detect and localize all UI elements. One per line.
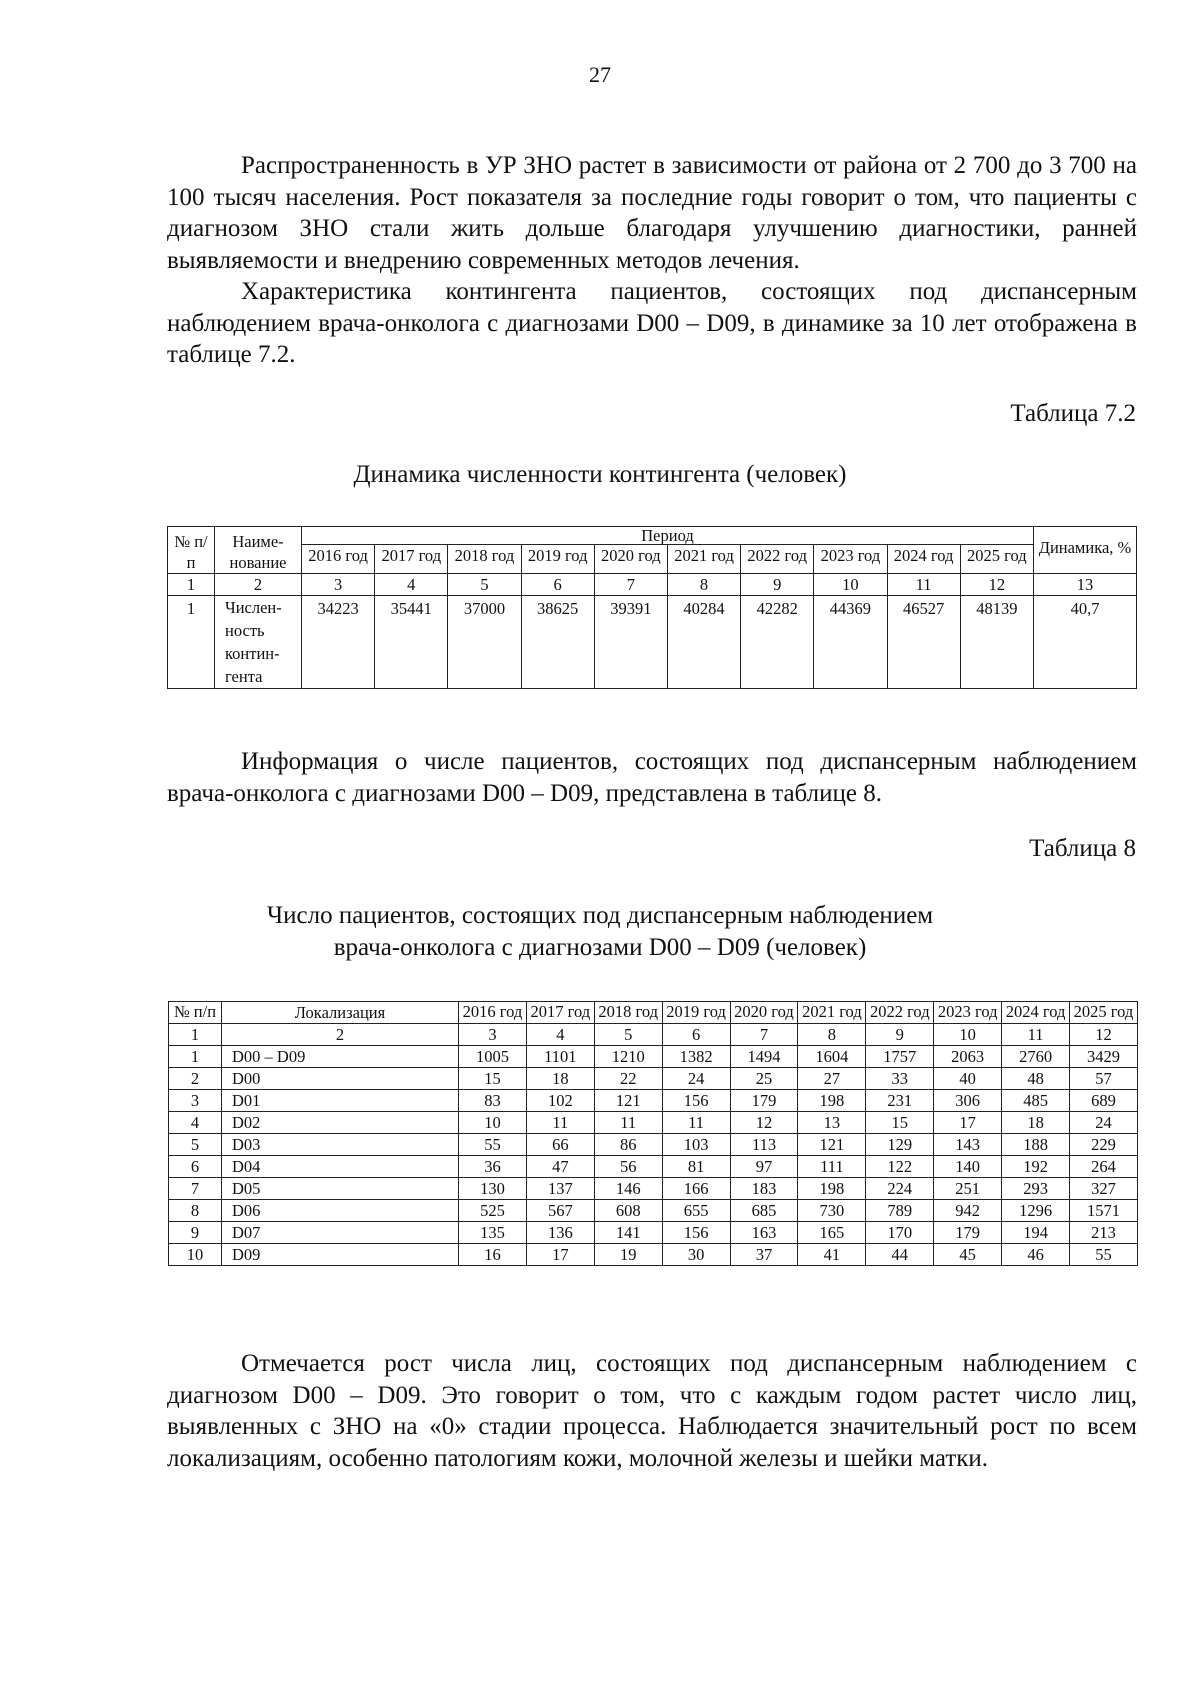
value-cell: 730	[798, 1200, 866, 1222]
value-cell: 655	[662, 1200, 730, 1222]
value-cell: 156	[662, 1090, 730, 1112]
column-index: 12	[960, 574, 1033, 596]
value-cell: 327	[1070, 1178, 1138, 1200]
column-index: 3	[459, 1024, 527, 1046]
value-cell: 46527	[887, 596, 960, 689]
value-cell: 35441	[375, 596, 448, 689]
value-cell: 1494	[730, 1046, 798, 1068]
header-name: Наиме-нование	[215, 527, 302, 574]
column-index: 6	[662, 1024, 730, 1046]
column-index: 7	[730, 1024, 798, 1046]
value-cell: 163	[730, 1222, 798, 1244]
row-num: 5	[169, 1134, 222, 1156]
value-cell: 55	[459, 1134, 527, 1156]
value-cell: 121	[594, 1090, 662, 1112]
value-cell: 165	[798, 1222, 866, 1244]
value-cell: 567	[526, 1200, 594, 1222]
value-cell: 30	[662, 1244, 730, 1266]
column-index: 5	[594, 1024, 662, 1046]
value-cell: 57	[1070, 1068, 1138, 1090]
value-cell: 40284	[667, 596, 740, 689]
value-cell: 224	[866, 1178, 934, 1200]
year-header: 2016 год	[459, 1002, 527, 1024]
value-cell: 143	[934, 1134, 1002, 1156]
column-index: 3	[302, 574, 375, 596]
value-cell: 86	[594, 1134, 662, 1156]
localization-cell: D02	[222, 1112, 459, 1134]
value-cell: 1571	[1070, 1200, 1138, 1222]
table-row	[169, 1200, 1138, 1222]
table-7-2-label: Таблица 7.2	[1010, 400, 1136, 427]
column-index: 11	[887, 574, 960, 596]
value-cell: 2063	[934, 1046, 1002, 1068]
value-cell: 608	[594, 1200, 662, 1222]
value-cell: 942	[934, 1200, 1002, 1222]
value-cell: 25	[730, 1068, 798, 1090]
column-index: 2	[222, 1024, 459, 1046]
value-cell: 11	[526, 1112, 594, 1134]
row-num: 8	[169, 1200, 222, 1222]
value-cell: 306	[934, 1090, 1002, 1112]
value-cell: 194	[1002, 1222, 1070, 1244]
value-cell: 789	[866, 1200, 934, 1222]
localization-cell: D07	[222, 1222, 459, 1244]
table-row	[169, 1046, 1138, 1068]
column-index: 12	[1070, 1024, 1138, 1046]
value-cell: 46	[1002, 1244, 1070, 1266]
page-number: 27	[589, 62, 611, 87]
row-name	[215, 596, 302, 689]
row-num: 3	[169, 1090, 222, 1112]
value-cell: 231	[866, 1090, 934, 1112]
year-header: 2024 год	[887, 545, 960, 574]
row-num: 7	[169, 1178, 222, 1200]
value-cell: 146	[594, 1178, 662, 1200]
value-cell: 56	[594, 1156, 662, 1178]
contingent-dynamics-table	[167, 526, 1137, 689]
column-index-row	[169, 1024, 1138, 1046]
year-header: 2020 год	[730, 1002, 798, 1024]
value-cell: 1382	[662, 1046, 730, 1068]
year-header: 2018 год	[448, 545, 521, 574]
value-cell: 229	[1070, 1134, 1138, 1156]
value-cell: 42282	[741, 596, 814, 689]
column-index: 1	[169, 1024, 222, 1046]
localization-cell: D04	[222, 1156, 459, 1178]
header-period: Период	[302, 527, 1034, 545]
value-cell: 198	[798, 1090, 866, 1112]
value-cell: 11	[594, 1112, 662, 1134]
value-cell: 136	[526, 1222, 594, 1244]
value-cell: 198	[798, 1178, 866, 1200]
value-cell: 33	[866, 1068, 934, 1090]
value-cell: 37000	[448, 596, 521, 689]
column-index: 8	[798, 1024, 866, 1046]
paragraph-prevalence: Распространенность в УР ЗНО растет в зависимости от района от 2 700 до 3 700 на 100 тысяч населения. Рост показателя за последние годы говорит о том, что пациенты с диагнозом ЗНО стали жить дольше благодаря улучшению диагностики, ранней выявляемости и внедрению современных методов лечения.	[167, 152, 1137, 274]
value-cell: 103	[662, 1134, 730, 1156]
table-row	[169, 1068, 1138, 1090]
column-index: 1	[168, 574, 215, 596]
localization-cell: D00	[222, 1068, 459, 1090]
value-cell: 27	[798, 1068, 866, 1090]
table-8-title	[0, 900, 1200, 964]
value-cell: 44369	[814, 596, 887, 689]
value-cell: 113	[730, 1134, 798, 1156]
value-cell: 293	[1002, 1178, 1070, 1200]
column-index: 6	[521, 574, 594, 596]
year-header: 2025 год	[960, 545, 1033, 574]
table-row	[169, 1178, 1138, 1200]
row-name-line: контин-	[225, 644, 280, 663]
dynamics-cell: 40,7	[1034, 596, 1137, 689]
value-cell: 1005	[459, 1046, 527, 1068]
value-cell: 24	[1070, 1112, 1138, 1134]
value-cell: 47	[526, 1156, 594, 1178]
value-cell: 34223	[302, 596, 375, 689]
value-cell: 102	[526, 1090, 594, 1112]
value-cell: 183	[730, 1178, 798, 1200]
value-cell: 689	[1070, 1090, 1138, 1112]
value-cell: 141	[594, 1222, 662, 1244]
value-cell: 122	[866, 1156, 934, 1178]
localization-cell: D06	[222, 1200, 459, 1222]
value-cell: 140	[934, 1156, 1002, 1178]
value-cell: 17	[526, 1244, 594, 1266]
table-8-title-line-2: врача-онколога с диагнозами D00 – D09 (человек)	[333, 934, 867, 961]
value-cell: 121	[798, 1134, 866, 1156]
value-cell: 1210	[594, 1046, 662, 1068]
table-row	[169, 1244, 1138, 1266]
value-cell: 45	[934, 1244, 1002, 1266]
row-num: 9	[169, 1222, 222, 1244]
year-header: 2017 год	[526, 1002, 594, 1024]
dispensary-patients-table	[168, 1001, 1138, 1266]
value-cell: 137	[526, 1178, 594, 1200]
table-7-2-title: Динамика численности контингента (человек)	[353, 461, 847, 488]
value-cell: 17	[934, 1112, 1002, 1134]
value-cell: 111	[798, 1156, 866, 1178]
value-cell: 41	[798, 1244, 866, 1266]
value-cell: 48	[1002, 1068, 1070, 1090]
year-header: 2022 год	[866, 1002, 934, 1024]
table-row	[169, 1090, 1138, 1112]
row-num: 10	[169, 1244, 222, 1266]
year-header: 2022 год	[741, 545, 814, 574]
value-cell: 18	[526, 1068, 594, 1090]
value-cell: 37	[730, 1244, 798, 1266]
value-cell: 1296	[1002, 1200, 1070, 1222]
column-index: 9	[741, 574, 814, 596]
value-cell: 22	[594, 1068, 662, 1090]
row-name-line: гента	[225, 667, 263, 686]
value-cell: 179	[934, 1222, 1002, 1244]
localization-cell: D01	[222, 1090, 459, 1112]
value-cell: 39391	[594, 596, 667, 689]
value-cell: 166	[662, 1178, 730, 1200]
table-8-title-line-1: Число пациентов, состоящих под диспансерным наблюдением	[266, 902, 934, 929]
value-cell: 66	[526, 1134, 594, 1156]
value-cell: 15	[459, 1068, 527, 1090]
paragraph-conclusion: Отмечается рост числа лиц, состоящих под диспансерным наблюдением с диагнозом D00 – D09. Это говорит о том, что с каждым годом растет число лиц, выявленных с ЗНО на «0» стадии процесса. Наблюдается значительный рост по всем локализациям, особенно патологиям кожи, молочной железы и шейки матки.	[167, 1350, 1137, 1472]
value-cell: 130	[459, 1178, 527, 1200]
value-cell: 525	[459, 1200, 527, 1222]
value-cell: 15	[866, 1112, 934, 1134]
column-index: 5	[448, 574, 521, 596]
table-row	[169, 1112, 1138, 1134]
row-name-line: Числен-	[225, 598, 282, 617]
year-header: 2024 год	[1002, 1002, 1070, 1024]
year-header: 2025 год	[1070, 1002, 1138, 1024]
value-cell: 12	[730, 1112, 798, 1134]
row-num: 6	[169, 1156, 222, 1178]
row-num: 1	[168, 596, 215, 689]
localization-cell: D09	[222, 1244, 459, 1266]
paragraph-table8-intro: Информация о числе пациентов, состоящих под диспансерным наблюдением врача-онколога с диагнозами D00 – D09, представлена в таблице 8.	[167, 748, 1137, 807]
column-index: 11	[1002, 1024, 1070, 1046]
table-row	[168, 596, 1137, 689]
value-cell: 251	[934, 1178, 1002, 1200]
value-cell: 170	[866, 1222, 934, 1244]
value-cell: 2760	[1002, 1046, 1070, 1068]
year-header: 2023 год	[934, 1002, 1002, 1024]
header-num: № п/п	[168, 527, 215, 574]
year-header: 2018 год	[594, 1002, 662, 1024]
value-cell: 40	[934, 1068, 1002, 1090]
column-index: 8	[667, 574, 740, 596]
value-cell: 1757	[866, 1046, 934, 1068]
value-cell: 48139	[960, 596, 1033, 689]
value-cell: 129	[866, 1134, 934, 1156]
value-cell: 81	[662, 1156, 730, 1178]
column-index: 10	[934, 1024, 1002, 1046]
header-dynamics: Динамика, %	[1034, 527, 1137, 574]
table-8-header-row	[169, 1002, 1138, 1024]
column-index: 13	[1034, 574, 1137, 596]
column-index: 4	[526, 1024, 594, 1046]
value-cell: 19	[594, 1244, 662, 1266]
year-header: 2019 год	[662, 1002, 730, 1024]
column-index: 9	[866, 1024, 934, 1046]
year-header: 2017 год	[375, 545, 448, 574]
value-cell: 156	[662, 1222, 730, 1244]
table-8-label: Таблица 8	[1029, 835, 1136, 862]
localization-cell: D00 – D09	[222, 1046, 459, 1068]
header-num: № п/п	[169, 1002, 222, 1024]
value-cell: 16	[459, 1244, 527, 1266]
value-cell: 135	[459, 1222, 527, 1244]
table-row	[169, 1134, 1138, 1156]
value-cell: 264	[1070, 1156, 1138, 1178]
row-name-line: ность	[225, 621, 265, 640]
value-cell: 38625	[521, 596, 594, 689]
year-header: 2019 год	[521, 545, 594, 574]
year-header: 2021 год	[798, 1002, 866, 1024]
table-row	[169, 1222, 1138, 1244]
value-cell: 44	[866, 1244, 934, 1266]
column-index: 4	[375, 574, 448, 596]
column-index: 7	[594, 574, 667, 596]
value-cell: 188	[1002, 1134, 1070, 1156]
value-cell: 11	[662, 1112, 730, 1134]
value-cell: 1604	[798, 1046, 866, 1068]
years-header-row	[168, 545, 1137, 574]
column-index: 10	[814, 574, 887, 596]
value-cell: 213	[1070, 1222, 1138, 1244]
value-cell: 485	[1002, 1090, 1070, 1112]
header-localization: Локализация	[222, 1002, 459, 1024]
localization-cell: D05	[222, 1178, 459, 1200]
row-num: 4	[169, 1112, 222, 1134]
value-cell: 36	[459, 1156, 527, 1178]
value-cell: 18	[1002, 1112, 1070, 1134]
value-cell: 24	[662, 1068, 730, 1090]
column-index-row	[168, 574, 1137, 596]
localization-cell: D03	[222, 1134, 459, 1156]
year-header: 2016 год	[302, 545, 375, 574]
row-num: 2	[169, 1068, 222, 1090]
paragraph-contingent-intro: Характеристика контингента пациентов, состоящих под диспансерным наблюдением врача-онколога с диагнозами D00 – D09, в динамике за 10 лет отображена в таблице 7.2.	[167, 278, 1137, 368]
value-cell: 179	[730, 1090, 798, 1112]
table-row	[169, 1156, 1138, 1178]
value-cell: 10	[459, 1112, 527, 1134]
year-header: 2023 год	[814, 545, 887, 574]
year-header: 2020 год	[594, 545, 667, 574]
value-cell: 97	[730, 1156, 798, 1178]
column-index: 2	[215, 574, 302, 596]
row-num: 1	[169, 1046, 222, 1068]
year-header: 2021 год	[667, 545, 740, 574]
value-cell: 83	[459, 1090, 527, 1112]
value-cell: 3429	[1070, 1046, 1138, 1068]
value-cell: 55	[1070, 1244, 1138, 1266]
value-cell: 192	[1002, 1156, 1070, 1178]
value-cell: 13	[798, 1112, 866, 1134]
value-cell: 1101	[526, 1046, 594, 1068]
value-cell: 685	[730, 1200, 798, 1222]
